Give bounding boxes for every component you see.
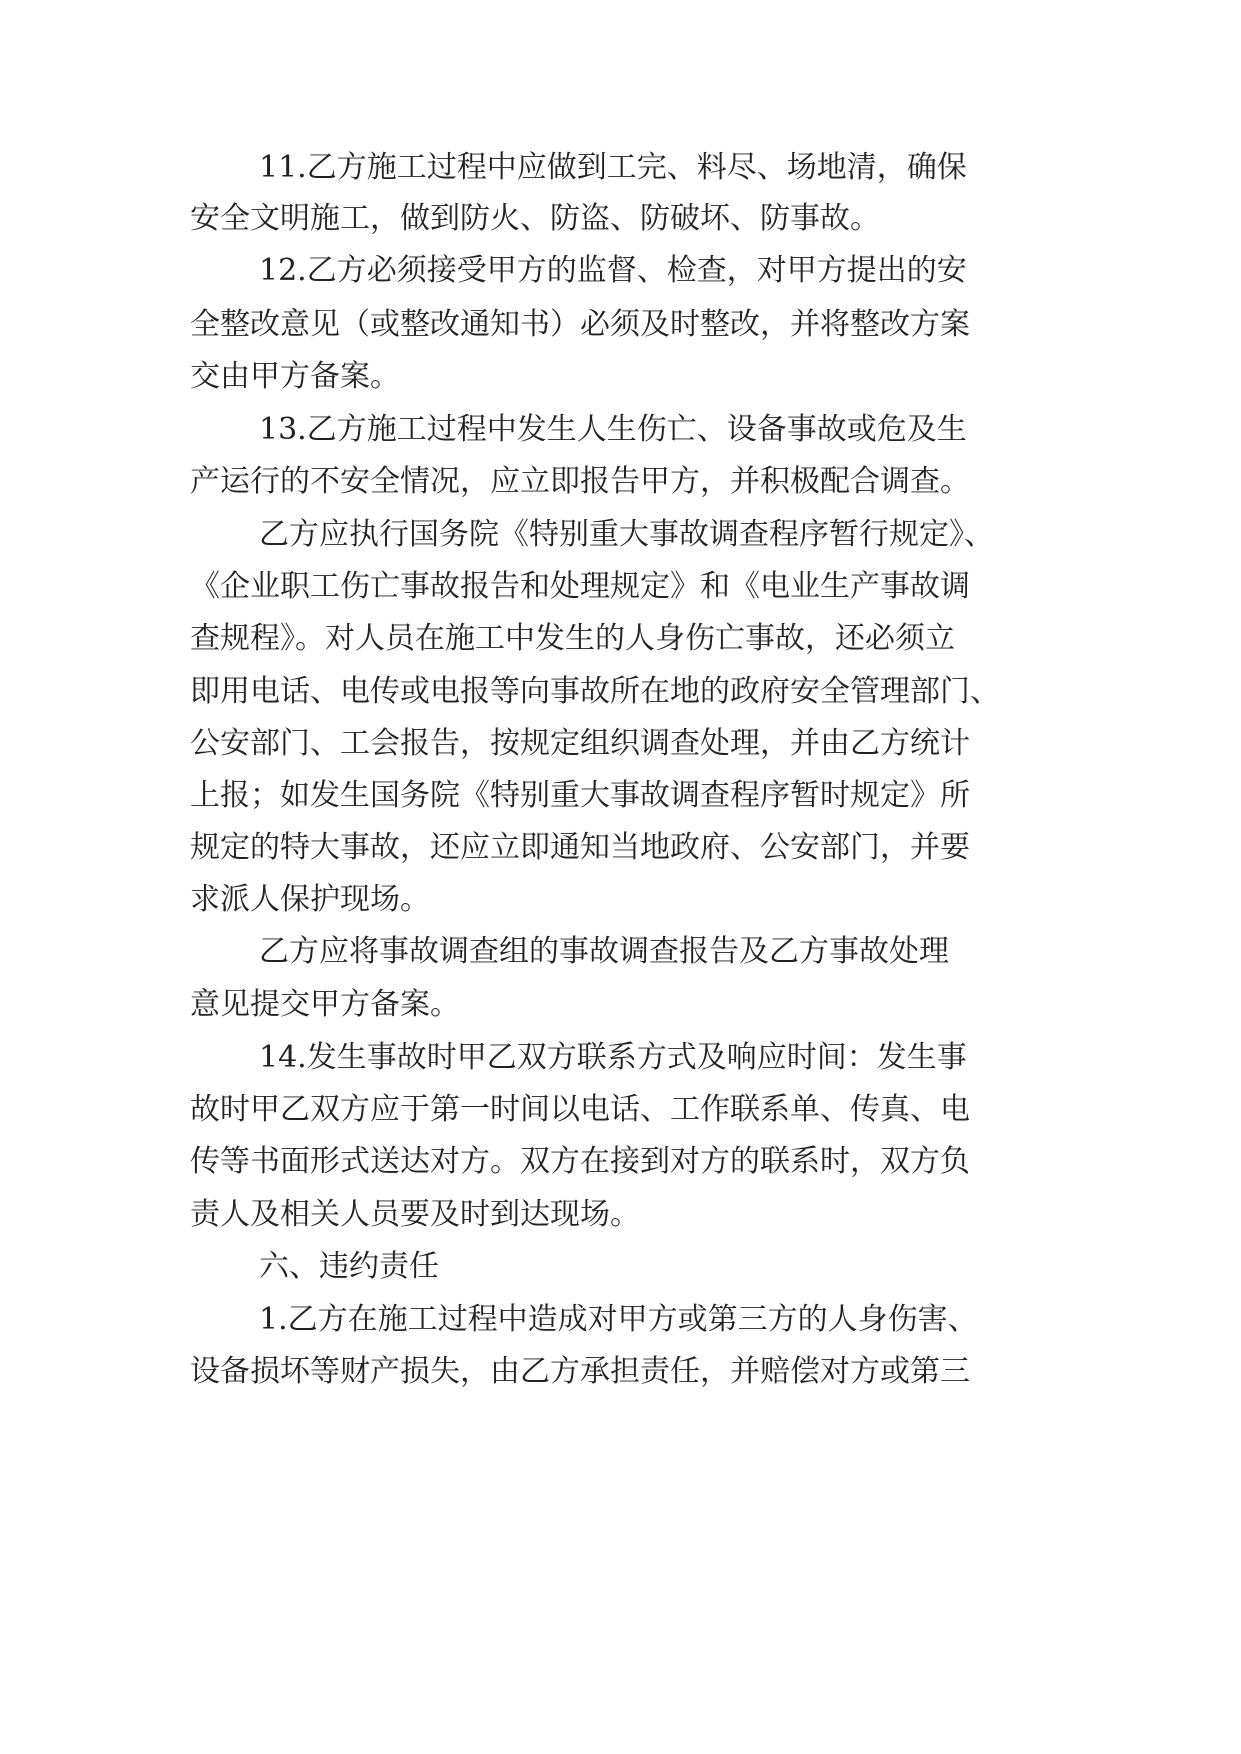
clause-14-line-4: 责人及相关人员要及时到达现场。: [190, 1197, 640, 1232]
clause-11-line-2: 安全文明施工，做到防火、防盗、防破坏、防事故。: [190, 201, 880, 236]
clause-11-line-1: 11.乙方施工过程中应做到工完、料尽、场地清，确保: [259, 150, 967, 185]
section-6-clause-1-line-1: 1.乙方在施工过程中造成对甲方或第三方的人身伤害、: [259, 1302, 978, 1337]
clause-13-line-2: 产运行的不安全情况，应立即报告甲方，并积极配合调查。: [190, 464, 970, 499]
report-line-2: 意见提交甲方备案。: [190, 987, 460, 1022]
regulations-line-2: 《企业职工伤亡事故报告和处理规定》和《电业生产事故调: [190, 569, 970, 604]
regulations-line-8: 求派人保护现场。: [190, 882, 430, 917]
clause-12-line-1: 12.乙方必须接受甲方的监督、检查，对甲方提出的安: [259, 253, 967, 288]
section-heading: 六、违约责任: [259, 1249, 439, 1284]
clause-14-line-1: 14.发生事故时甲乙双方联系方式及响应时间：发生事: [259, 1040, 967, 1075]
regulations-line-1: 乙方应执行国务院《特别重大事故调查程序暂行规定》、: [259, 517, 994, 552]
regulations-line-6: 上报；如发生国务院《特别重大事故调查程序暂时规定》所: [190, 778, 970, 813]
regulations-line-5: 公安部门、工会报告，按规定组织调查处理，并由乙方统计: [190, 726, 970, 761]
report-line-1: 乙方应将事故调查组的事故调查报告及乙方事故处理: [259, 934, 949, 969]
regulations-line-3: 查规程》。对人员在施工中发生的人身伤亡事故，还必须立: [190, 621, 955, 656]
regulations-line-7: 规定的特大事故，还应立即通知当地政府、公安部门，并要: [190, 830, 970, 865]
section-6-clause-1-line-2: 设备损坏等财产损失，由乙方承担责任，并赔偿对方或第三: [190, 1354, 970, 1389]
clause-12-line-3: 交由甲方备案。: [190, 359, 400, 394]
clause-13-line-1: 13.乙方施工过程中发生人生伤亡、设备事故或危及生: [259, 412, 967, 447]
clause-14-line-2: 故时甲乙双方应于第一时间以电话、工作联系单、传真、电: [190, 1092, 970, 1127]
clause-14-line-3: 传等书面形式送达对方。双方在接到对方的联系时，双方负: [190, 1144, 970, 1179]
clause-12-line-2: 全整改意见（或整改通知书）必须及时整改，并将整改方案: [190, 307, 970, 342]
regulations-line-4: 即用电话、电传或电报等向事故所在地的政府安全管理部门、: [190, 674, 1000, 709]
